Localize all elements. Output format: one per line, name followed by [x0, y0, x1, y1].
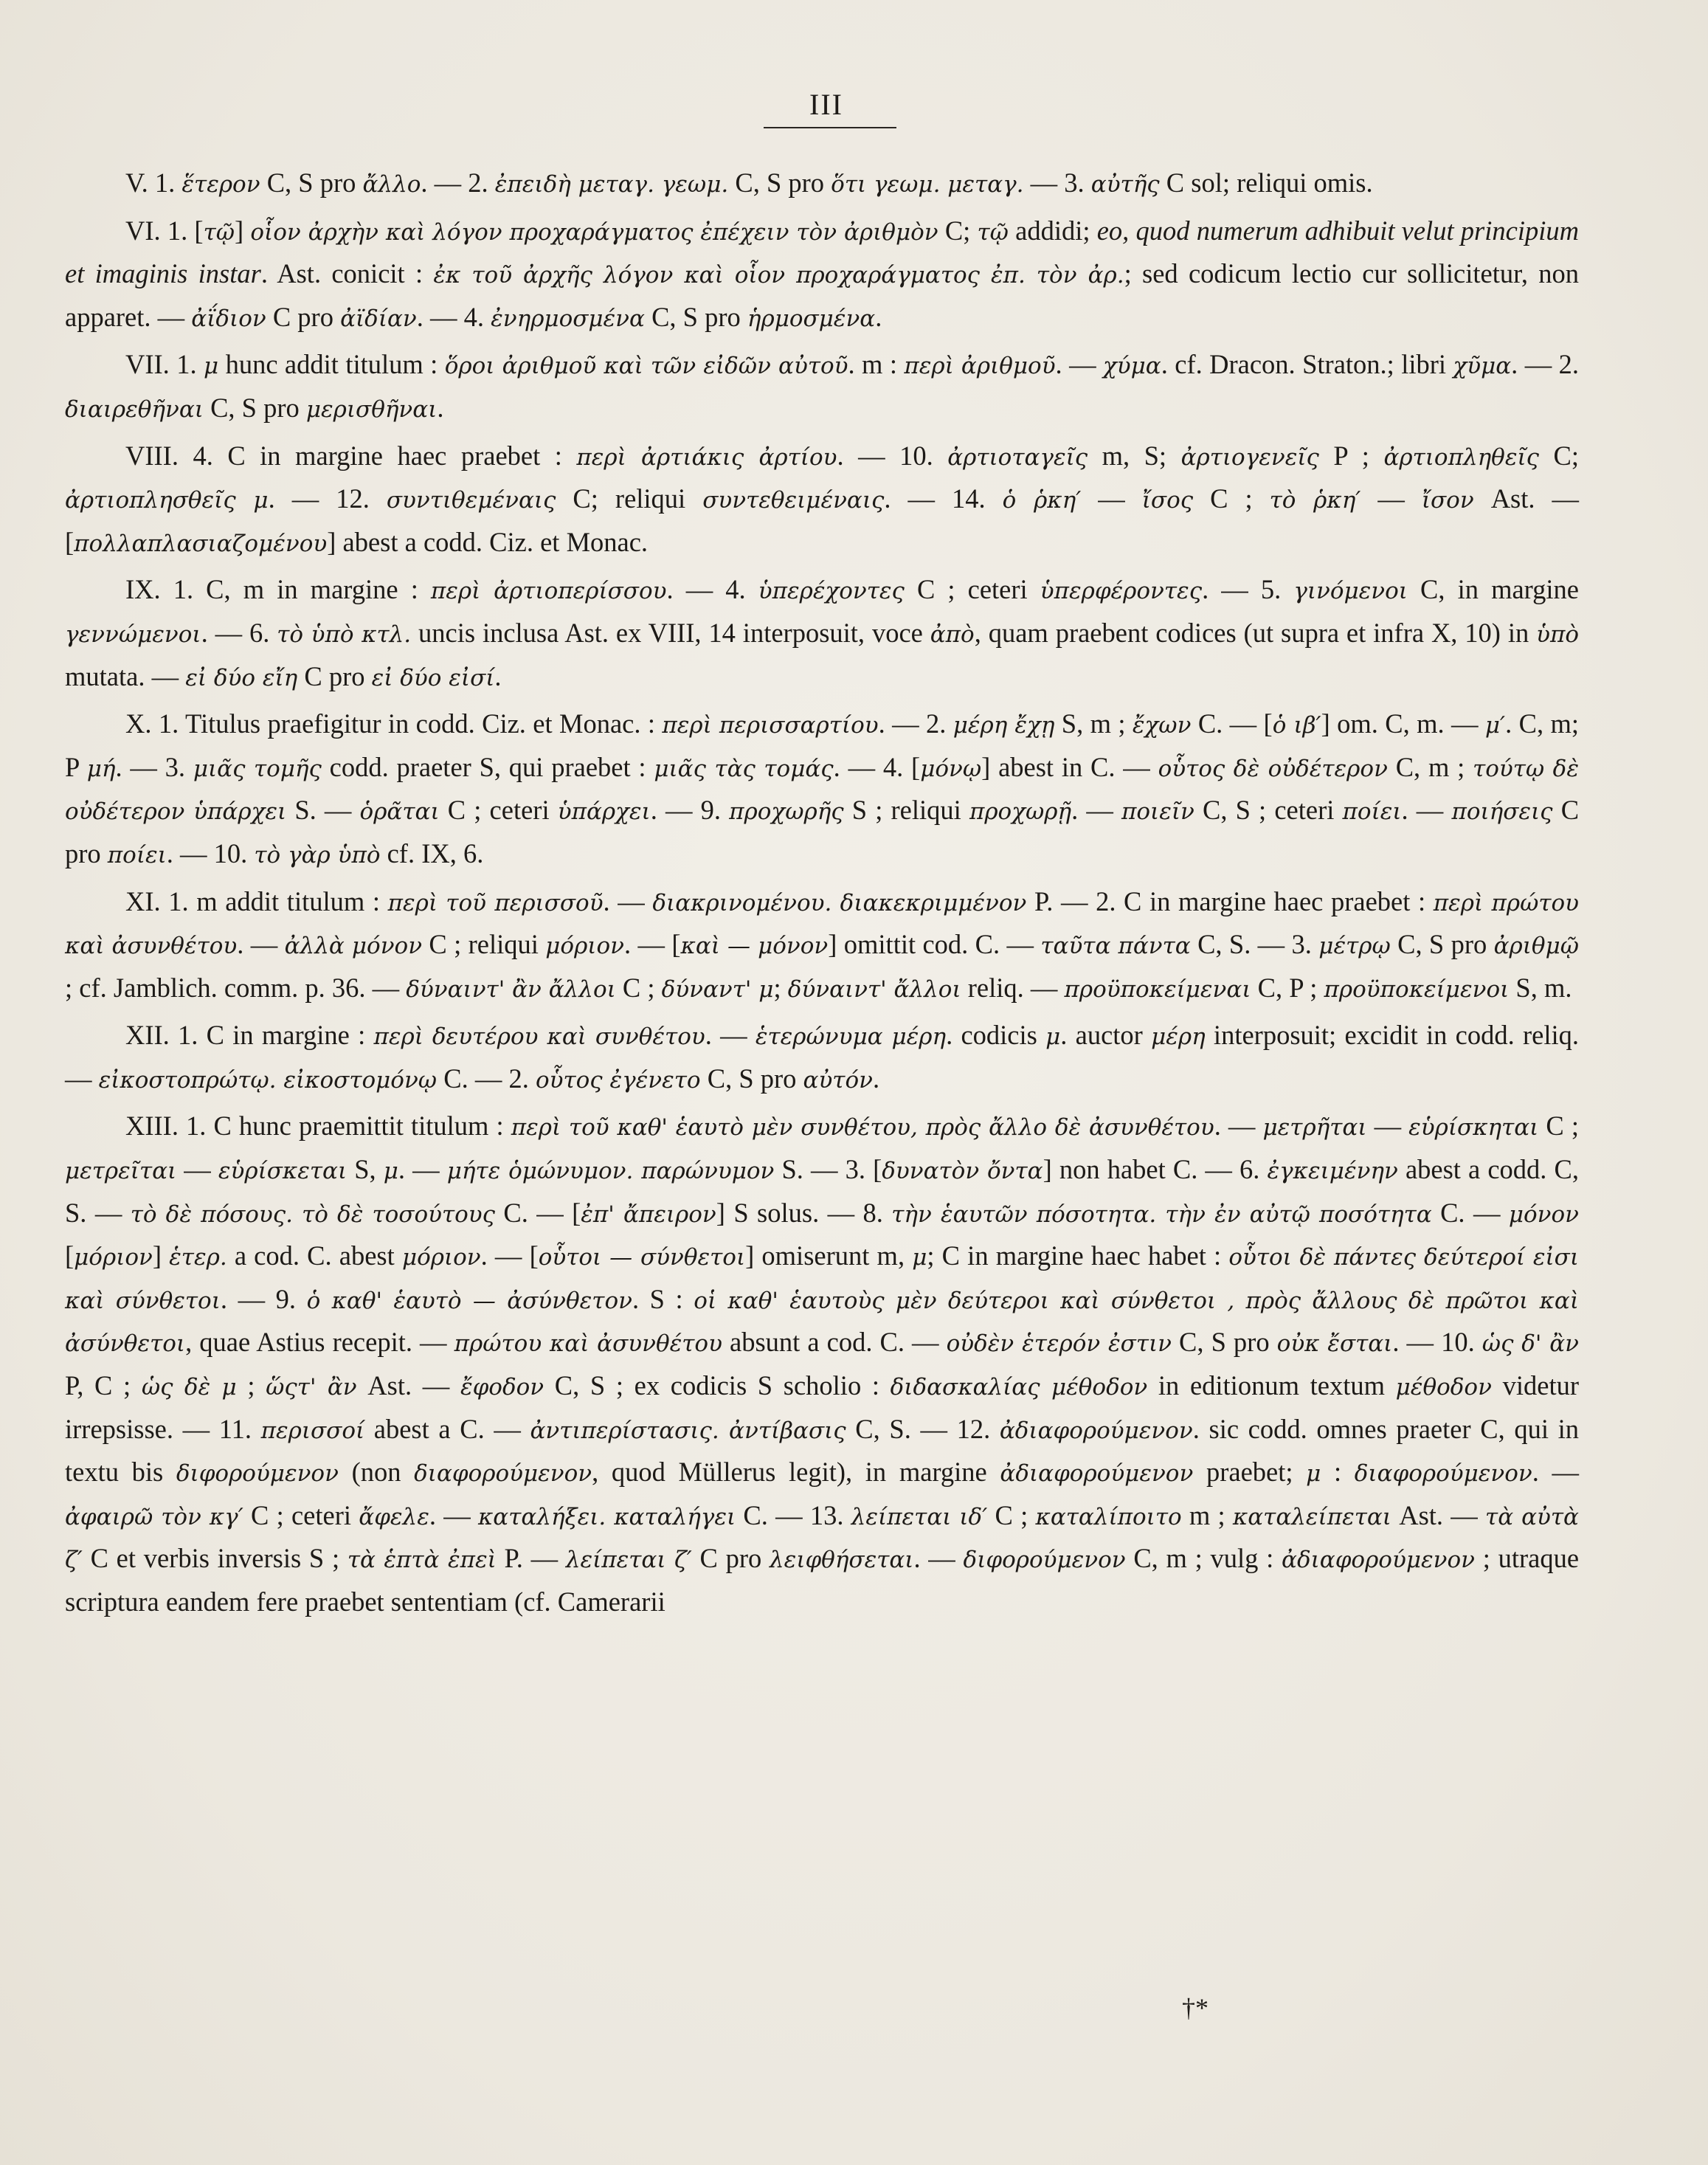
greek-lemma: οὗτος δὲ οὐδέτερον [1158, 755, 1388, 782]
apparatus-text: addidi; [1008, 215, 1097, 246]
greek-lemma: ὡς δ' ἂν [1481, 1330, 1579, 1358]
apparatus-text: S. — 3. [ [774, 1154, 882, 1185]
apparatus-text: . — 4. [416, 301, 491, 332]
greek-lemma: περὶ ἀριθμοῦ [904, 353, 1056, 380]
greek-lemma: περισσοί [260, 1417, 365, 1444]
apparatus-text: . — [1532, 1457, 1580, 1488]
greek-lemma: περὶ τοῦ καθ' ἑαυτὸ μὲν συνθέτου, πρὸς ἄλλο δὲ ἀσυνθέτου [511, 1114, 1214, 1142]
greek-lemma: μήτε ὁμώνυμον. παρώνυμον [446, 1158, 775, 1185]
apparatus-text: videtur irrepsisse. — 11. [65, 1370, 1579, 1444]
greek-lemma: ὅροι ἀριθμοῦ καὶ τῶν εἰδῶν αὐτοῦ [444, 353, 848, 380]
apparatus-text: . — 14. [884, 483, 1003, 514]
apparatus-text: C, S. — 12. [846, 1413, 1000, 1444]
apparatus-text: . — [398, 1154, 447, 1185]
greek-lemma: εὑρίσκηται [1408, 1114, 1539, 1142]
greek-lemma: αὐτόν [803, 1066, 873, 1094]
greek-lemma: μερισθῆναι [305, 396, 438, 423]
greek-lemma: ἔχων [1132, 712, 1192, 739]
greek-lemma: ἀρτιοταγεῖς [947, 443, 1088, 471]
greek-lemma: συντεθειμέναις [702, 487, 885, 514]
apparatus-text: abest a codd. C, S. — [65, 1154, 1579, 1228]
greek-lemma: ἴσος [1141, 487, 1194, 514]
apparatus-text: VIII. 4. C in margine haec praebet : [125, 440, 577, 471]
apparatus-text: VI. 1. [ [125, 215, 204, 246]
greek-lemma: δύναιντ' ἂν ἄλλοι [406, 976, 616, 1003]
apparatus-text: Ast. — [ [65, 483, 1580, 557]
apparatus-text: IX. 1. C, m in margine : [125, 574, 431, 605]
greek-lemma: διακρινομένου. διακεκριμμένον [652, 889, 1027, 916]
greek-lemma: διαιρεθῆναι [65, 396, 204, 423]
apparatus-text: C, S pro [728, 168, 831, 198]
greek-lemma: μόνον [1508, 1201, 1580, 1228]
apparatus-text: . — [1071, 795, 1122, 826]
note-chapter-xiii [65, 1105, 1579, 1622]
apparatus-text: . — [1401, 795, 1452, 826]
apparatus-text: C. — 2. [437, 1063, 536, 1094]
apparatus-text: ] [152, 1240, 170, 1271]
apparatus-text: C ; [615, 972, 662, 1003]
greek-lemma: ὡς δὲ μ [141, 1374, 237, 1401]
greek-lemma: εἰ δύο εἰσί [371, 664, 495, 691]
greek-lemma: μ′ [1484, 712, 1506, 739]
greek-lemma: ταῦτα πάντα [1040, 933, 1191, 960]
greek-lemma: ἀρτιογενεῖς [1180, 443, 1319, 471]
greek-lemma: ἀδιαφορούμενον [1000, 1460, 1194, 1488]
apparatus-text: . — 4. [666, 574, 758, 605]
apparatus-text: . — 9. [650, 795, 730, 826]
greek-lemma: μόριον [401, 1244, 481, 1271]
greek-lemma: δύναιντ' ἄλλοι [787, 976, 961, 1003]
apparatus-text: codd. praeter S, qui praebet : [321, 751, 654, 782]
apparatus-text: m, S; [1088, 440, 1181, 471]
greek-lemma: τῷ [203, 218, 235, 246]
apparatus-text: . [872, 1063, 880, 1094]
apparatus-text: V. 1. [125, 168, 182, 198]
greek-lemma: αὐτῆς [1090, 171, 1160, 198]
greek-lemma: τούτῳ δὲ οὐδέτερον ὑπάρχει [65, 755, 1579, 826]
greek-lemma: γινόμενοι [1293, 578, 1408, 605]
note-chapter-viii [65, 435, 1579, 565]
apparatus-text: . S : [632, 1283, 694, 1314]
apparatus-text: — [1360, 483, 1422, 514]
greek-lemma: τὸ γὰρ ὑπὸ [254, 841, 381, 869]
greek-lemma: ἀδιαφορούμενον [1282, 1547, 1475, 1574]
apparatus-text: a cod. C. abest [227, 1240, 402, 1271]
apparatus-text: . — 2. [421, 168, 495, 198]
greek-lemma: ἀντιπερίστασις. ἀντίβασις [530, 1417, 846, 1444]
greek-lemma: οἱ καθ' ἑαυτοὺς μὲν δεύτεροι καὶ σύνθετοι , πρὸς ἄλλους δὲ πρῶτοι καὶ ἀσύνθετοι [65, 1287, 1580, 1358]
apparatus-text: , quam praebent codices (ut supra et infra X, 10) in [974, 617, 1537, 648]
greek-lemma: ὁ ῥκη′ [1002, 487, 1082, 514]
greek-lemma: ἀρτιοπληθεῖς [1383, 443, 1539, 471]
apparatus-text: . — [1214, 1111, 1263, 1142]
apparatus-text: C, S pro [1390, 929, 1494, 960]
greek-lemma: ποίει [107, 841, 167, 869]
apparatus-text: P. — 2. C in margine haec praebet : [1026, 885, 1434, 916]
greek-lemma: εἰκοστοπρώτῳ. εἰκοστομόνῳ [98, 1066, 438, 1094]
greek-lemma: ποιήσεις [1451, 798, 1553, 826]
apparatus-text: S, [347, 1154, 384, 1185]
apparatus-text: C, P ; [1251, 972, 1324, 1003]
apparatus-text: praebet; [1193, 1457, 1307, 1488]
apparatus-text: C ; ceteri [439, 795, 558, 826]
apparatus-text: . codicis [946, 1020, 1046, 1051]
apparatus-text: ] omiserunt m, [745, 1240, 913, 1271]
apparatus-text: ; [773, 972, 788, 1003]
greek-lemma: οὗτος ἐγένετο [535, 1066, 701, 1094]
apparatus-text: ; sed codicum lectio cur sollicitetur, non apparet. — [65, 258, 1579, 332]
greek-lemma: συντιθεμέναις [386, 487, 556, 514]
apparatus-text: C, S pro [644, 301, 747, 332]
apparatus-text: — [1366, 1111, 1409, 1142]
greek-lemma: ἔφοδον [460, 1374, 544, 1401]
apparatus-text: C, m ; [1387, 751, 1473, 782]
greek-lemma: ὁρᾶται [359, 798, 440, 826]
apparatus-text: C; reliqui [556, 483, 703, 514]
apparatus-text: . — [1055, 349, 1103, 380]
apparatus-text: C. — [ [1191, 708, 1273, 739]
greek-lemma: μέτρῳ [1318, 933, 1391, 960]
apparatus-text: ] S solus. — 8. [716, 1197, 892, 1228]
greek-lemma: μ [1045, 1023, 1061, 1051]
apparatus-text: C ; [987, 1499, 1036, 1530]
apparatus-text: C, m ; vulg : [1125, 1543, 1282, 1574]
greek-lemma: πολλαπλασιαζομένου [74, 530, 328, 557]
greek-lemma: ἴσον [1421, 487, 1474, 514]
apparatus-text: C, S pro [260, 168, 363, 198]
apparatus-text: . [875, 301, 882, 332]
apparatus-text: C, S ; ex codicis S scholio : [544, 1370, 891, 1401]
apparatus-text: . — 9. [220, 1283, 307, 1314]
greek-lemma: οἷον ἀρχὴν καὶ λόγον προχαράγματος ἐπέχειν τὸν ἀριθμὸν [250, 218, 938, 246]
apparatus-text: mutata. — [65, 660, 186, 691]
greek-lemma: μή [86, 755, 116, 782]
apparatus-text: . — 5. [1202, 574, 1294, 605]
greek-lemma: ὁ ιβ′ [1272, 712, 1321, 739]
apparatus-text: hunc addit titulum : [218, 349, 445, 380]
greek-lemma: μ [204, 353, 219, 380]
greek-lemma: χῦμα [1453, 353, 1512, 380]
apparatus-text: X. 1. Titulus praefigitur in codd. Ciz. et Monac. : [125, 708, 663, 739]
apparatus-text: ] abest a codd. Ciz. et Monac. [327, 526, 649, 557]
apparatus-text: . C, m; P [65, 708, 1579, 782]
note-chapter-vii [65, 344, 1579, 430]
greek-lemma: ὑπάρχει [557, 798, 651, 826]
apparatus-text: . — [603, 885, 653, 916]
note-chapter-vi [65, 210, 1579, 340]
apparatus-text: C pro [266, 301, 341, 332]
apparatus-text: C, in margine [1407, 574, 1579, 605]
apparatus-text: P. — [496, 1543, 566, 1574]
greek-lemma: περὶ περισσαρτίου [662, 712, 879, 739]
greek-lemma: ὁ καθ' ἑαυτὸ — ἀσύνθετον [306, 1287, 632, 1314]
greek-lemma: ἑτερώνυμα μέρη [755, 1023, 947, 1051]
greek-lemma: διαφορούμενον [414, 1460, 592, 1488]
apparatus-text: abest a C. — [364, 1413, 530, 1444]
signature-mark: †* [1182, 1993, 1209, 2023]
apparatus-text: . — 2. [1511, 349, 1579, 380]
apparatus-text: [ [65, 1240, 75, 1271]
apparatus-text: — [176, 1154, 218, 1185]
greek-lemma: καταλείπεται [1232, 1503, 1391, 1530]
greek-lemma: ἀδιαφορούμενον [999, 1417, 1193, 1444]
greek-lemma: περὶ τοῦ περισσοῦ [387, 889, 604, 916]
apparatus-text: C, S pro [203, 392, 306, 423]
note-chapter-v [65, 162, 1579, 206]
apparatus-text: Ast. — [356, 1370, 460, 1401]
note-chapter-xii [65, 1015, 1579, 1101]
apparatus-text: C ; reliqui [422, 929, 546, 960]
greek-lemma: μόνῳ [920, 755, 982, 782]
apparatus-text: C ; [1193, 483, 1270, 514]
greek-lemma: λείπεται ζ′ [565, 1547, 692, 1574]
greek-lemma: οὗτοι δὲ πάντες δεύτεροί εἰσι καὶ σύνθετοι [65, 1244, 1579, 1314]
apparatus-text: C, S pro [1171, 1327, 1277, 1358]
apparatus-text: XIII. 1. C hunc praemittit titulum : [125, 1111, 511, 1142]
greek-lemma: μόριον [74, 1244, 153, 1271]
apparatus-text: C ; ceteri [904, 574, 1040, 605]
apparatus-text: ; [236, 1370, 266, 1401]
apparatus-text: XII. 1. C in margine : [125, 1020, 374, 1051]
greek-lemma: ὅτι γεωμ. μεταγ. [831, 171, 1024, 198]
apparatus-text: ] non habet C. — 6. [1043, 1154, 1268, 1185]
apparatus-text: . — [ [623, 929, 681, 960]
apparatus-text: . [437, 392, 444, 423]
greek-lemma: χύμα [1103, 353, 1161, 380]
apparatus-text: ] omittit cod. C. — [828, 929, 1041, 960]
greek-lemma: ἡρμοσμένα [747, 305, 876, 332]
apparatus-text: . [494, 660, 502, 691]
apparatus-text: S ; reliqui [843, 795, 969, 826]
greek-lemma: μετρεῖται [65, 1158, 177, 1185]
note-chapter-x [65, 703, 1579, 876]
apparatus-text: XI. 1. m addit titulum : [125, 885, 388, 916]
greek-lemma: ἄφελε [359, 1503, 429, 1530]
greek-lemma: μετρῆται [1262, 1114, 1367, 1142]
critical-apparatus [65, 162, 1579, 1627]
apparatus-text: P ; [1318, 440, 1384, 471]
greek-lemma: ἐνηρμοσμένα [491, 305, 645, 332]
apparatus-text: . cf. Dracon. Straton.; libri [1161, 349, 1453, 380]
apparatus-text: ] om. C, m. — [1321, 708, 1485, 739]
greek-lemma: τὰ αὐτὰ ζ′ [65, 1503, 1579, 1574]
apparatus-text: m ; [1181, 1499, 1233, 1530]
apparatus-text: . — [ [480, 1240, 539, 1271]
greek-lemma: διφορούμενον [176, 1460, 339, 1488]
apparatus-text: in editionum textum [1147, 1370, 1396, 1401]
greek-lemma: ἐπειδὴ μεταγ. γεωμ. [494, 171, 729, 198]
greek-lemma: ποιεῖν [1121, 798, 1194, 826]
apparatus-text: . — [913, 1543, 964, 1574]
greek-lemma: ἀφαιρῶ τὸν κγ′ [65, 1503, 243, 1530]
apparatus-text: C. — 13. [736, 1499, 851, 1530]
apparatus-text: S. — [286, 795, 360, 826]
apparatus-text: C pro [297, 660, 372, 691]
apparatus-text: . — 2. [878, 708, 953, 739]
apparatus-text: ; utraque scriptura eandem fere praebet sententiam (cf. Camerarii [65, 1543, 1580, 1617]
greek-lemma: ποίει [1342, 798, 1402, 826]
greek-lemma: τὸ ῥκη′ [1269, 487, 1361, 514]
greek-lemma: διδασκαλίας μέθοδον [890, 1374, 1148, 1401]
greek-lemma: μ [912, 1244, 927, 1271]
greek-lemma: ὑπερέχοντες [758, 578, 905, 605]
greek-lemma: προϋποκείμενοι [1324, 976, 1510, 1003]
greek-lemma: προχωρῇ [969, 798, 1072, 826]
note-chapter-xi [65, 881, 1579, 1011]
apparatus-text: . — 4. [ [833, 751, 921, 782]
apparatus-text: . — 12. [268, 483, 387, 514]
apparatus-text: C sol; reliqui omis. [1159, 168, 1373, 198]
apparatus-text: cf. IX, 6. [380, 838, 484, 869]
apparatus-text: C et verbis inversis S ; [82, 1543, 348, 1574]
page-number: III [809, 88, 843, 121]
apparatus-text: . — [237, 929, 285, 960]
apparatus-text: C; [938, 215, 978, 246]
apparatus-text: uncis inclusa Ast. ex VIII, 14 interposuit, voce [411, 617, 930, 648]
greek-lemma: μόριον [545, 933, 624, 960]
apparatus-text: C. — [1431, 1197, 1509, 1228]
apparatus-text: absunt a cod. C. — [722, 1327, 947, 1358]
greek-lemma: διφορούμενον [963, 1547, 1126, 1574]
greek-lemma: ἀλλὰ μόνον [284, 933, 423, 960]
apparatus-text: C, S pro [700, 1063, 803, 1094]
apparatus-text: . — 3. [115, 751, 193, 782]
greek-lemma: προϋποκείμεναι [1064, 976, 1251, 1003]
greek-lemma: οὗτοι — σύνθετοι [538, 1244, 746, 1271]
greek-lemma: πρώτου καὶ ἀσυνθέτου [454, 1330, 722, 1358]
apparatus-text: . — [429, 1499, 478, 1530]
greek-lemma: ὥςτ' ἂν [266, 1374, 357, 1401]
greek-lemma: ἀΐδιον [191, 305, 266, 332]
apparatus-text: S, m ; [1054, 708, 1133, 739]
apparatus-text: . — 10. [166, 838, 255, 869]
apparatus-text: . — [705, 1020, 756, 1051]
greek-lemma: τὸ ὑπὸ κτλ. [277, 621, 412, 648]
apparatus-text: S, m. [1509, 972, 1572, 1003]
greek-lemma: ἑτερ. [169, 1244, 227, 1271]
apparatus-text: ] [235, 215, 251, 246]
greek-lemma: ἐκ τοῦ ἀρχῆς λόγον καὶ οἷον προχαράγματος ἐπ. τὸν ἀρ. [433, 262, 1124, 289]
greek-lemma: εὑρίσκεται [218, 1158, 348, 1185]
greek-lemma: εἰ δύο εἴη [185, 664, 298, 691]
greek-lemma: περὶ ἀρτιάκις ἀρτίου [576, 443, 837, 471]
apparatus-text: ; C in margine haec habet : [927, 1240, 1229, 1271]
greek-lemma: μέρη ἔχῃ [952, 712, 1055, 739]
apparatus-text: . auctor [1060, 1020, 1152, 1051]
apparatus-text: . Ast. conicit : [260, 258, 434, 289]
greek-lemma: ἐπ' ἄπειρον [581, 1201, 716, 1228]
greek-lemma: μέρη [1151, 1023, 1206, 1051]
greek-lemma: καταλίποιτο [1035, 1503, 1182, 1530]
greek-lemma: τὴν ἑαυτῶν πόσοτητα. τὴν ἐν αὐτῷ ποσότητα [891, 1201, 1432, 1228]
greek-lemma: λειφθήσεται [770, 1547, 914, 1574]
apparatus-text: C, S ; ceteri [1194, 795, 1343, 826]
apparatus-text: . sic codd. omnes praeter C, qui in textu bis [65, 1413, 1579, 1488]
apparatus-text: Ast. — [1391, 1499, 1486, 1530]
greek-lemma: δύναντ' μ [661, 976, 774, 1003]
greek-lemma: καταλήξει. καταλήγει [477, 1503, 736, 1530]
greek-lemma: γεννώμενοι [65, 621, 201, 648]
apparatus-text: (non [338, 1457, 415, 1488]
apparatus-text: . m : [848, 349, 905, 380]
apparatus-text: C ; [1538, 1111, 1580, 1142]
greek-lemma: ἐγκειμένην [1267, 1158, 1398, 1185]
greek-lemma: τῷ [977, 218, 1009, 246]
greek-lemma: μέθοδον [1395, 1374, 1492, 1401]
greek-lemma: διαφορούμενον [1354, 1460, 1532, 1488]
greek-lemma: ἀριθμῷ [1493, 933, 1580, 960]
apparatus-text: . — 10. [1392, 1327, 1482, 1358]
greek-lemma: τὰ ἑπτὰ ἐπεὶ [347, 1547, 497, 1574]
apparatus-text: ] abest in C. — [981, 751, 1158, 782]
apparatus-text: reliq. — [961, 972, 1065, 1003]
note-chapter-ix [65, 569, 1579, 699]
greek-lemma: οὐκ ἔσται [1276, 1330, 1393, 1358]
apparatus-text: , quod Müllerus legit), in margine [592, 1457, 1000, 1488]
greek-lemma: μιᾶς τομῆς [193, 755, 322, 782]
greek-lemma: ἀρτιοπλησθεῖς μ [65, 487, 269, 514]
apparatus-text: interposuit; excidit in codd. reliq. — [65, 1020, 1579, 1094]
apparatus-text: , quae Astius recepit. — [185, 1327, 454, 1358]
greek-lemma: λείπεται ιδ′ [851, 1503, 988, 1530]
latin-gloss: eo, quod numerum adhibuit velut principium et imaginis instar [65, 215, 1579, 289]
greek-lemma: περὶ δευτέρου καὶ συνθέτου [373, 1023, 705, 1051]
apparatus-text: C; [1539, 440, 1579, 471]
greek-lemma: προχωρῆς [729, 798, 844, 826]
greek-lemma: ὑπερφέροντες [1040, 578, 1203, 605]
apparatus-text: . — 6. [201, 617, 277, 648]
apparatus-text: ; cf. Jamblich. comm. p. 36. — [65, 972, 407, 1003]
greek-lemma: ἀπὸ [930, 621, 975, 648]
apparatus-text: C ; ceteri [243, 1499, 359, 1530]
apparatus-text: P, C ; [65, 1370, 142, 1401]
header-rule [764, 127, 896, 128]
apparatus-text: — 3. [1023, 168, 1091, 198]
greek-lemma: τὸ δὲ πόσους. τὸ δὲ τοσούτους [130, 1201, 495, 1228]
greek-lemma: οὐδὲν ἑτερόν ἐστιν [946, 1330, 1172, 1358]
greek-lemma: καὶ — μόνον [680, 933, 829, 960]
greek-lemma: δυνατὸν ὄντα [882, 1158, 1043, 1185]
apparatus-text: — [1081, 483, 1142, 514]
apparatus-text: C. — [ [494, 1197, 581, 1228]
apparatus-text: C pro [691, 1543, 770, 1574]
greek-lemma: περὶ πρώτου καὶ ἀσυνθέτου [65, 889, 1580, 960]
greek-lemma: ἄλλο [362, 171, 421, 198]
apparatus-text: C, S. — 3. [1190, 929, 1319, 960]
greek-lemma: μ [383, 1158, 398, 1185]
apparatus-text: C pro [65, 795, 1580, 869]
greek-lemma: περὶ ἀρτιοπερίσσου [430, 578, 667, 605]
apparatus-text: VII. 1. [125, 349, 204, 380]
greek-lemma: μιᾶς τὰς τομάς [654, 755, 834, 782]
apparatus-text: . — 10. [837, 440, 948, 471]
greek-lemma: ὑπὸ [1536, 621, 1580, 648]
greek-lemma: ἀϊδίαν [340, 305, 417, 332]
greek-lemma: ἕτερον [181, 171, 260, 198]
apparatus-text: : [1321, 1457, 1355, 1488]
greek-lemma: μ [1306, 1460, 1321, 1488]
